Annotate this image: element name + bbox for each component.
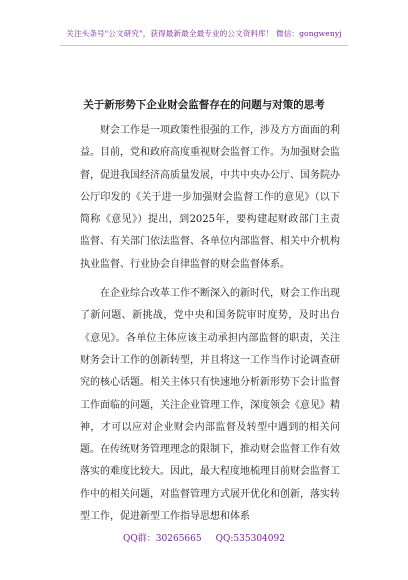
document-body	[80, 120, 340, 535]
footer-qq-group: QQ群：30265665	[123, 534, 202, 544]
header-divider	[60, 45, 348, 46]
header-banner: 关注头条号"公文研究"，获得最新最全最专业的公文资料库！ 微信：gongwenyj	[66, 29, 342, 38]
paragraph: 在企业综合改革工作不断深入的新时代，财会工作出现了新问题、新挑战，党中央和国务院审时度势，及时出台《意见》。各单位主体应该主动承担内部监督的职责，关注财务会计工作的创新转型，并且将这一工作当作讨论调查研究的核心话题。相关主体只有快速地分析新形势下会计监督工作面临的问题，关注企业管理工作，深度领会《意见》精神，才可以应对企业财会内部监督及转型中遇到的相关问题。在传统财务管理理念的限制下，推动财会监督工作有效落实的难度比较大。因此，最大程度地梳理目前财会监督工作中的相关问题，对监督管理方式展开优化和创新，落实转型工作，促进新型工作指导思想和体系	[80, 288, 340, 523]
footer-contact	[0, 531, 408, 544]
paragraph: 财会工作是一项政策性很强的工作，涉及方方面面的利益。目前，党和政府高度重视财会监督工作。为加强财会监督，促进我国经济高质量发展，中共中央办公厅、国务院办公厅印发的《关于进一步加强财会监督工作的意见》（以下简称《意见》）提出，到2025年，要构建起财政部门主责监督、有关部门依法监督、各单位内部监督、相关中介机构执业监督、行业协会自律监督的财会监督体系。	[80, 125, 340, 270]
footer-qq: QQ:535304092	[215, 534, 285, 544]
document-title: 关于新形势下企业财会监督存在的问题与对策的思考	[83, 99, 325, 111]
